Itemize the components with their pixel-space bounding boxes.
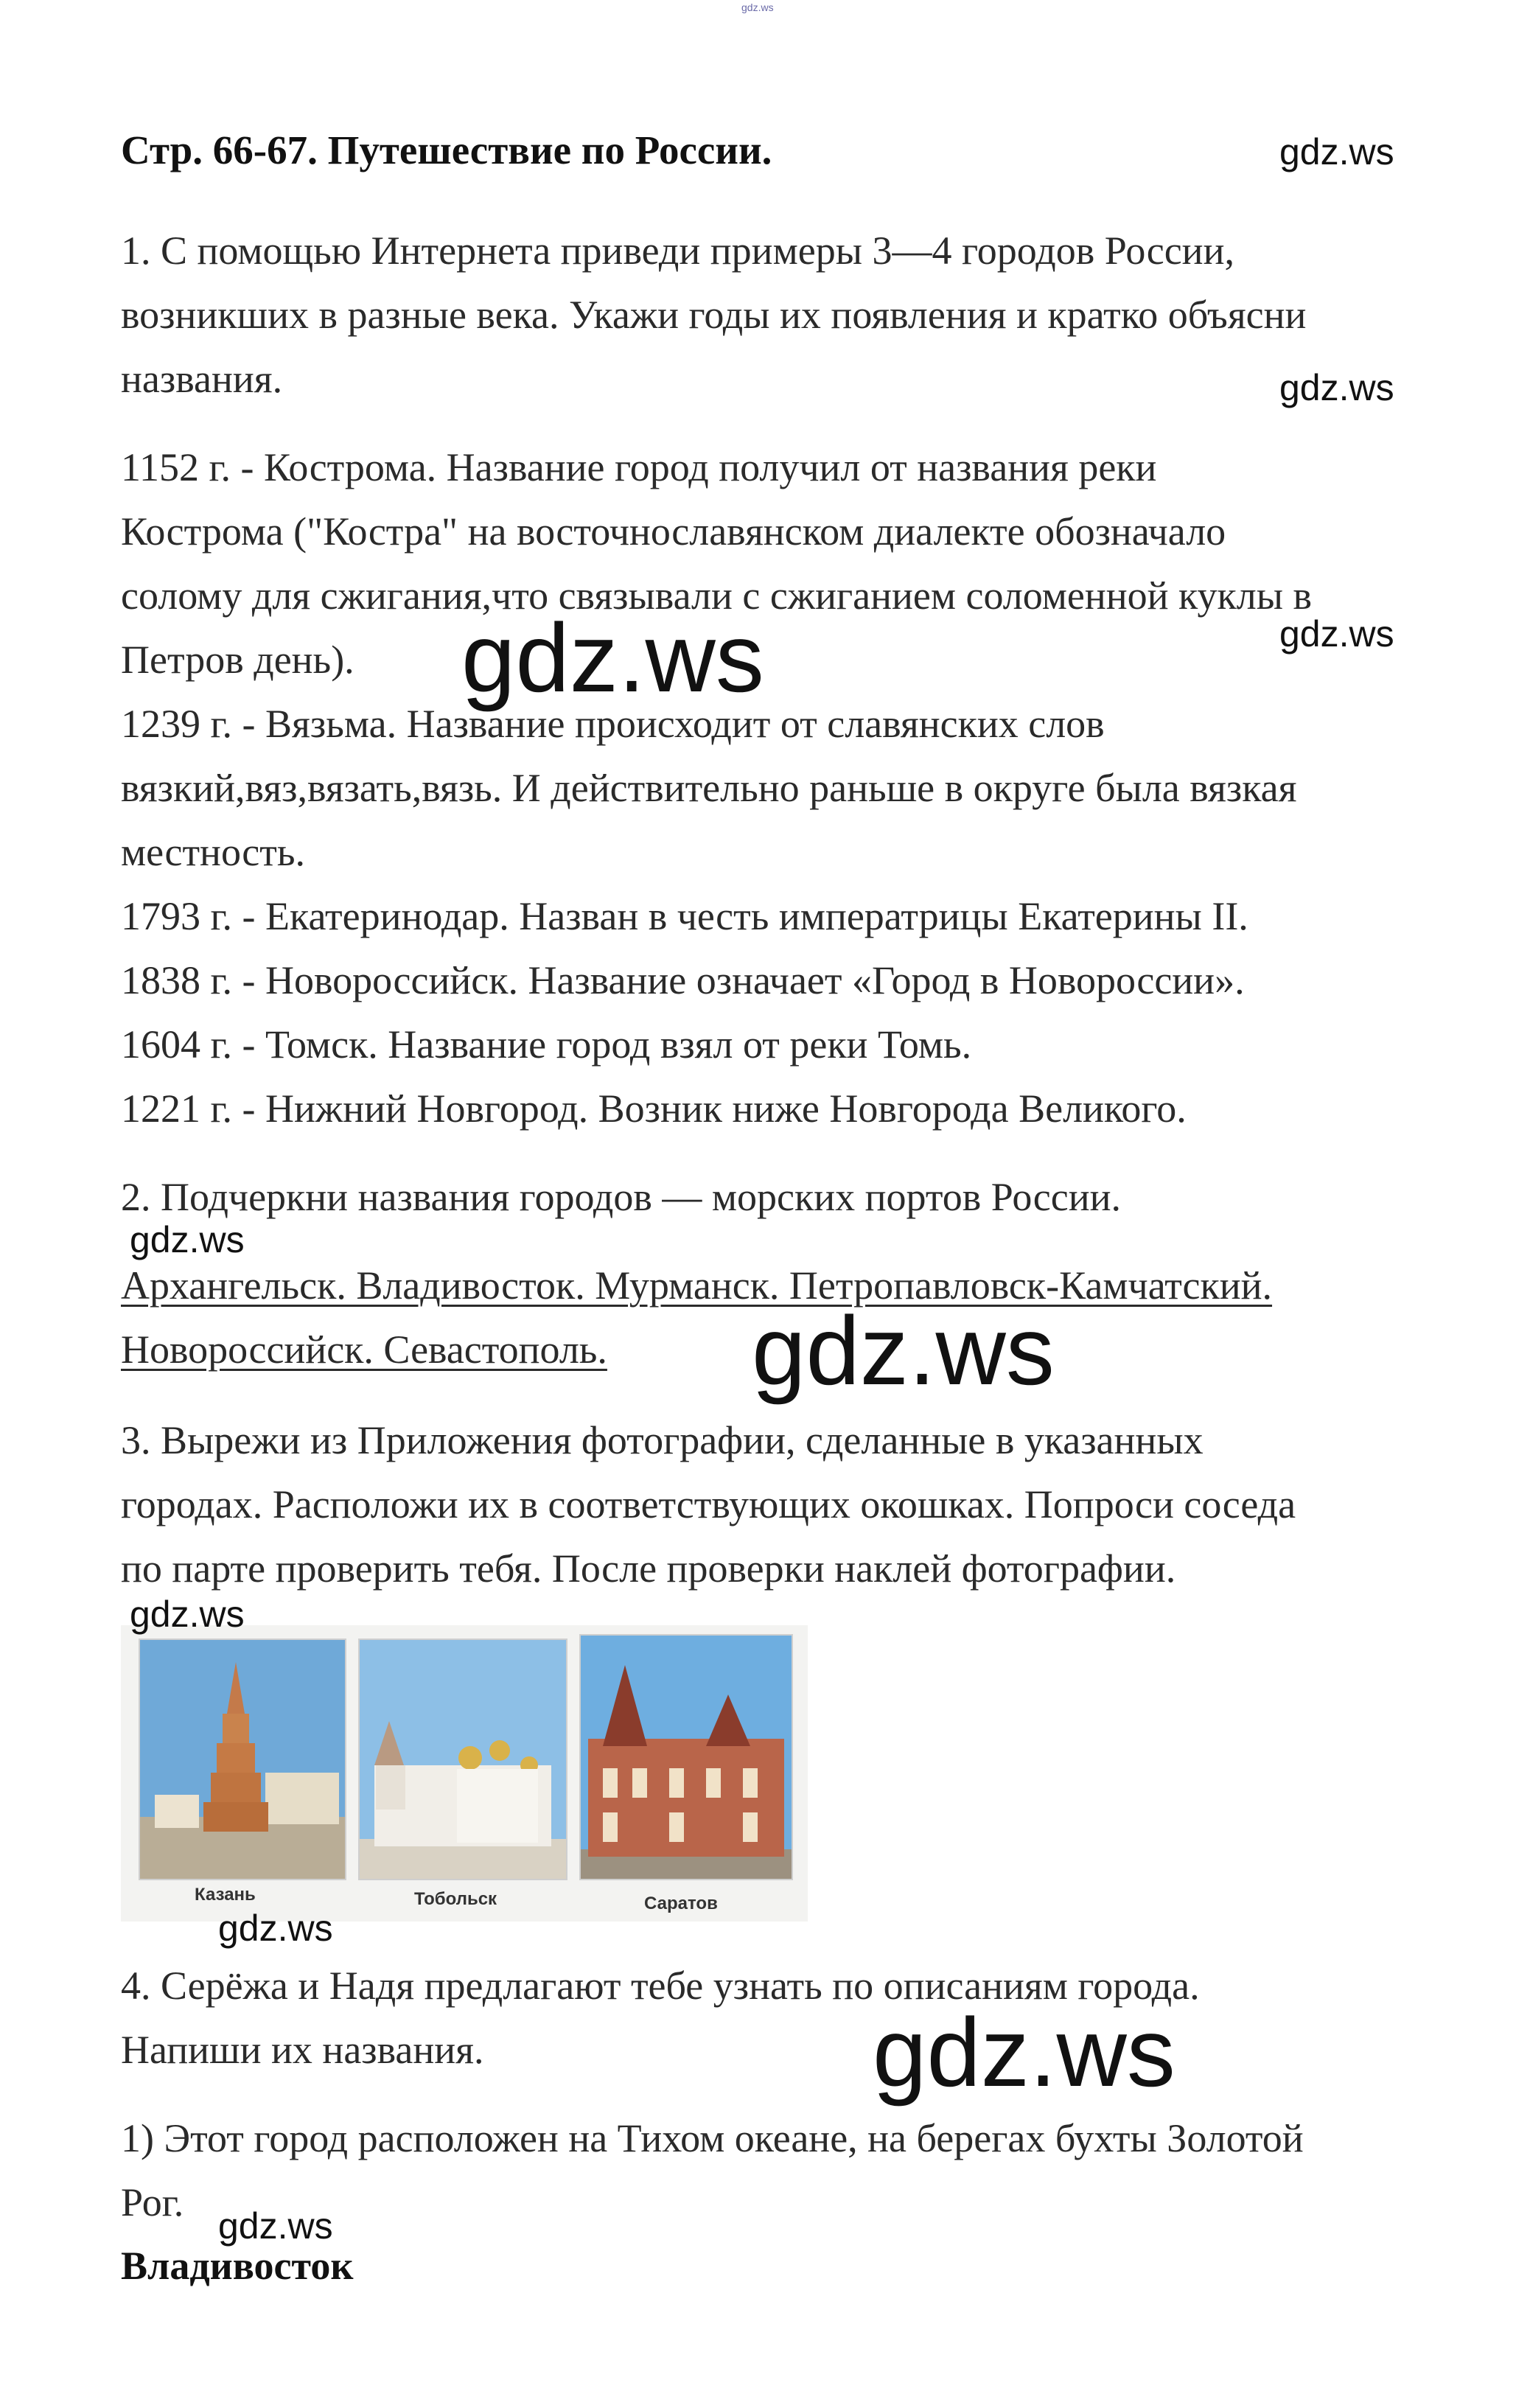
task1-answer-line: 1838 г. - Новороссийск. Название означает «Город в Новороссии». [121, 958, 1245, 1002]
task1-answer-line: 1221 г. - Нижний Новгород. Возник ниже Новгорода Великого. [121, 1086, 1187, 1131]
watermark: gdz.ws [218, 2205, 333, 2247]
photo-caption-saratov: Саратов [644, 1894, 718, 1913]
task4-item-line: Рог. [121, 2180, 184, 2224]
task1-question-line: возникших в разные века. Укажи годы их появления и кратко объясни [121, 293, 1307, 337]
task3-question-line: городах. Расположи их в соответствующих окошках. Попроси соседа [121, 1482, 1296, 1526]
watermark: gdz.ws [218, 1908, 333, 1949]
watermark: gdz.ws [130, 1219, 245, 1260]
watermark: gdz.ws [1279, 131, 1394, 172]
city-photos-strip [121, 1625, 808, 1922]
task3-question-line: по парте проверить тебя. После проверки наклей фотографии. [121, 1546, 1176, 1591]
photo-caption-kazan: Казань [195, 1885, 256, 1905]
task1-answer-line: 1793 г. - Екатеринодар. Назван в честь императрицы Екатерины II. [121, 894, 1248, 938]
saratov-building-photo [579, 1634, 793, 1880]
photo-caption-tobolsk: Тобольск [414, 1889, 497, 1909]
task4-question-line: Напиши их названия. [121, 2028, 484, 2072]
watermark: gdz.ws [130, 1594, 245, 1635]
task2-underlined-answer: Архангельск. Владивосток. Мурманск. Петропавловск-Камчатский. [121, 1263, 1273, 1308]
task1-answer-line: 1604 г. - Томск. Название город взял от реки Томь. [121, 1022, 972, 1067]
watermark: gdz.ws [1279, 613, 1394, 655]
task2-question: 2. Подчеркни названия городов — морских портов России. [121, 1175, 1121, 1219]
task1-answer-line: Кострома ("Костра" на восточнославянском диалекте обозначало [121, 509, 1226, 554]
page-title: Стр. 66-67. Путешествие по России. [121, 128, 772, 172]
kazan-tower-photo [139, 1639, 346, 1880]
task4-question-line: 4. Серёжа и Надя предлагают тебе узнать по описаниям города. [121, 1964, 1200, 2008]
watermark: gdz.ws [752, 1297, 1055, 1405]
top-watermark: gdz.ws [741, 1, 774, 13]
task1-answer-line: солому для сжигания,что связывали с сжиганием соломенной куклы в [121, 573, 1312, 618]
task1-answer-line: Петров день). [121, 638, 354, 682]
task1-question-line: названия. [121, 357, 283, 401]
task4-item-line: 1) Этот город расположен на Тихом океане, на берегах бухты Золотой [121, 2116, 1304, 2160]
task2-underlined-answer: Новороссийск. Севастополь. [121, 1327, 607, 1372]
task1-question-line: 1. С помощью Интернета приведи примеры 3—4 городов России, [121, 228, 1234, 273]
watermark: gdz.ws [1279, 367, 1394, 408]
task1-answer-line: местность. [121, 830, 305, 874]
task3-question-line: 3. Вырежи из Приложения фотографии, сделанные в указанных [121, 1418, 1204, 1462]
tobolsk-kremlin-photo [358, 1639, 567, 1880]
task1-answer-line: 1239 г. - Вязьма. Название происходит от славянских слов [121, 702, 1105, 746]
task1-answer-line: вязкий,вяз,вязать,вязь. И действительно раньше в округе была вязкая [121, 766, 1297, 810]
watermark: gdz.ws [461, 604, 764, 712]
task1-answer-line: 1152 г. - Кострома. Название город получил от названия реки [121, 445, 1157, 489]
watermark: gdz.ws [873, 1998, 1176, 2107]
task4-answer: Владивосток [121, 2244, 354, 2288]
